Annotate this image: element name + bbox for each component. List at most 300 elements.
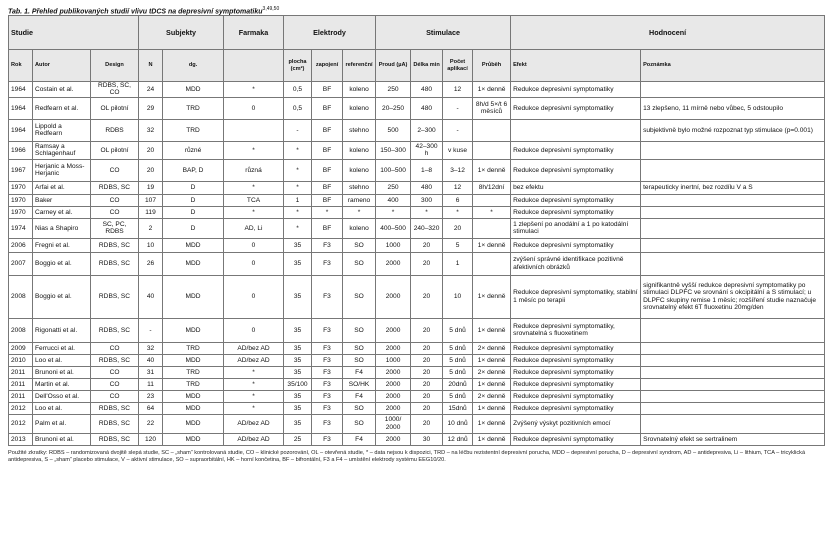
col-poznamka: Poznámka (641, 50, 825, 82)
table-row (9, 97, 825, 119)
cell-farmaka: * (224, 141, 284, 159)
col-zapojeni: zapojení (312, 50, 343, 82)
cell-autor: Redfearn et al. (33, 97, 91, 119)
cell-poznamka: terapeuticky inertní, bez rozdílu V a S (641, 181, 825, 194)
header-elektrody: Elektrody (284, 16, 376, 50)
cell-autor: Brunoni et al. (33, 366, 91, 378)
cell-referencni: rameno (343, 194, 376, 206)
cell-design: CO (91, 342, 139, 354)
cell-referencni: koleno (343, 218, 376, 238)
cell-design: OL pilotní (91, 141, 139, 159)
header-farmaka: Farmaka (224, 16, 284, 50)
table-row (9, 390, 825, 402)
cell-rok: 1970 (9, 206, 33, 218)
cell-farmaka: 0 (224, 275, 284, 318)
cell-rok: 2008 (9, 275, 33, 318)
cell-efekt: Redukce depresivní symptomatiky (511, 366, 641, 378)
col-efekt: Efekt (511, 50, 641, 82)
cell-poznamka (641, 252, 825, 275)
cell-prubeh: 2× denně (473, 390, 511, 402)
col-referencni: referenční (343, 50, 376, 82)
cell-design: RDBS, SC (91, 318, 139, 342)
col-n: N (139, 50, 163, 82)
cell-pocet: 15dnů (443, 402, 473, 414)
cell-prubeh: 1× denně (473, 82, 511, 98)
col-delka: Délka min (411, 50, 443, 82)
cell-proud: 1000 (376, 354, 411, 366)
cell-farmaka: AD/bez AD (224, 354, 284, 366)
cell-plocha: 35 (284, 414, 312, 433)
table-row (9, 82, 825, 98)
cell-delka: 20 (411, 275, 443, 318)
cell-zapojeni: F3 (312, 342, 343, 354)
cell-pocet: v kuse (443, 141, 473, 159)
cell-n: 32 (139, 342, 163, 354)
table-row (9, 275, 825, 318)
cell-farmaka (224, 119, 284, 141)
cell-zapojeni: BF (312, 141, 343, 159)
cell-delka: 20 (411, 342, 443, 354)
cell-efekt: zvýšení správné identifikace pozitivně afektivních obrázků (511, 252, 641, 275)
col-pocet: Počet aplikací (443, 50, 473, 82)
cell-design: RDBS (91, 119, 139, 141)
caption-label: Tab. 1. (8, 8, 30, 16)
cell-efekt: Redukce depresivní symptomatiky (511, 378, 641, 390)
cell-zapojeni: F3 (312, 366, 343, 378)
cell-prubeh (473, 218, 511, 238)
cell-pocet: 5 dnů (443, 354, 473, 366)
cell-delka: 300 (411, 194, 443, 206)
header-subjekty: Subjekty (139, 16, 224, 50)
cell-farmaka: 0 (224, 318, 284, 342)
cell-delka: 480 (411, 82, 443, 98)
cell-prubeh: 1× denně (473, 275, 511, 318)
document-page (8, 0, 824, 465)
cell-dg: BAP, D (163, 159, 224, 181)
cell-farmaka: různá (224, 159, 284, 181)
cell-design: CO (91, 194, 139, 206)
cell-plocha: * (284, 218, 312, 238)
cell-n: 29 (139, 97, 163, 119)
cell-efekt (511, 119, 641, 141)
cell-pocet: 5 dnů (443, 342, 473, 354)
cell-poznamka (641, 378, 825, 390)
cell-farmaka: 0 (224, 97, 284, 119)
table-row (9, 119, 825, 141)
cell-design: RDBS, SC (91, 181, 139, 194)
table-row (9, 433, 825, 445)
cell-referencni: F4 (343, 433, 376, 445)
cell-referencni: SO (343, 342, 376, 354)
cell-zapojeni: BF (312, 97, 343, 119)
cell-autor: Boggio et al. (33, 252, 91, 275)
cell-referencni: SO (343, 318, 376, 342)
cell-zapojeni: BF (312, 159, 343, 181)
cell-efekt: Redukce depresivní symptomatiky (511, 354, 641, 366)
cell-poznamka (641, 414, 825, 433)
cell-referencni: SO (343, 252, 376, 275)
cell-zapojeni: F3 (312, 238, 343, 252)
cell-delka: * (411, 206, 443, 218)
footnote: Použité zkratky: RDBS – randomizovaná dvojitě slepá studie, SC – „sham“ kontrolovaná studie, CO – klinické pozorování, OL – otevřená studie, * – data nejsou k dispozici, TRD – na léčbu rezistentní depresivní porucha, MDD – depresivní porucha, D – depresivní syndrom, AD – antidepresiva, Li – lithium, TCA – tricyklická antidepresiva, S – „sham“ placebo stimulace, V – aktivní stimulace, SO – supraorbitální, HK – horní končetina, BF – bifrontální, F3 a F4 – umístění elektrody systému EEG10/20. (8, 449, 806, 464)
cell-prubeh: 1× denně (473, 354, 511, 366)
cell-autor: Costain et al. (33, 82, 91, 98)
cell-poznamka: 13 zlepšeno, 11 mírně nebo vůbec, 5 odstoupilo (641, 97, 825, 119)
cell-prubeh: 2× denně (473, 366, 511, 378)
cell-zapojeni: F3 (312, 414, 343, 433)
cell-farmaka: 0 (224, 238, 284, 252)
cell-prubeh: 1× denně (473, 378, 511, 390)
cell-delka: 480 (411, 181, 443, 194)
cell-plocha: 0,5 (284, 97, 312, 119)
cell-rok: 2006 (9, 238, 33, 252)
cell-poznamka (641, 354, 825, 366)
header-studie: Studie (9, 16, 139, 50)
table-row (9, 354, 825, 366)
cell-dg: MDD (163, 414, 224, 433)
cell-referencni: stehno (343, 119, 376, 141)
cell-referencni: SO (343, 238, 376, 252)
cell-zapojeni: F3 (312, 354, 343, 366)
cell-farmaka: * (224, 82, 284, 98)
cell-delka: 42–300 h (411, 141, 443, 159)
col-farmaka (224, 50, 284, 82)
cell-autor: Herjanic a Moss-Herjanic (33, 159, 91, 181)
cell-design: RDBS, SC (91, 414, 139, 433)
cell-dg: TRD (163, 378, 224, 390)
cell-pocet: 10 dnů (443, 414, 473, 433)
table-row (9, 218, 825, 238)
table-body (9, 82, 825, 446)
cell-efekt: Redukce depresivní symptomatiky, srovnatelná s fluoxetinem (511, 318, 641, 342)
cell-plocha: 35 (284, 354, 312, 366)
cell-pocet: 5 dnů (443, 318, 473, 342)
cell-referencni: F4 (343, 390, 376, 402)
col-dg: dg. (163, 50, 224, 82)
table-row (9, 318, 825, 342)
cell-pocet: 20dnů (443, 378, 473, 390)
cell-rok: 1966 (9, 141, 33, 159)
cell-design: OL pilotní (91, 97, 139, 119)
cell-dg: TRD (163, 342, 224, 354)
cell-n: 23 (139, 390, 163, 402)
cell-zapojeni: BF (312, 181, 343, 194)
cell-poznamka (641, 206, 825, 218)
cell-n: 40 (139, 354, 163, 366)
cell-rok: 1964 (9, 119, 33, 141)
cell-rok: 2009 (9, 342, 33, 354)
header-stimulace: Stimulace (376, 16, 511, 50)
cell-efekt: Redukce depresivní symptomatiky, stabilní 1 měsíc po terapii (511, 275, 641, 318)
cell-zapojeni: F3 (312, 275, 343, 318)
cell-design: CO (91, 159, 139, 181)
cell-pocet: - (443, 119, 473, 141)
header-hodnoceni: Hodnocení (511, 16, 825, 50)
cell-pocet: 20 (443, 218, 473, 238)
cell-pocet: 6 (443, 194, 473, 206)
cell-farmaka: TCA (224, 194, 284, 206)
cell-prubeh (473, 194, 511, 206)
cell-design: CO (91, 390, 139, 402)
cell-zapojeni: F3 (312, 378, 343, 390)
table-row (9, 342, 825, 354)
cell-n: 107 (139, 194, 163, 206)
cell-plocha: * (284, 159, 312, 181)
col-proud: Proud (µA) (376, 50, 411, 82)
cell-pocet: 5 (443, 238, 473, 252)
cell-zapojeni: F3 (312, 318, 343, 342)
cell-poznamka: Srovnatelný efekt se sertralinem (641, 433, 825, 445)
cell-n: 19 (139, 181, 163, 194)
cell-design: CO (91, 378, 139, 390)
cell-rok: 2011 (9, 366, 33, 378)
cell-prubeh: 1× denně (473, 159, 511, 181)
cell-proud: 2000 (376, 378, 411, 390)
cell-prubeh: 2× denně (473, 342, 511, 354)
cell-dg: D (163, 218, 224, 238)
cell-poznamka (641, 342, 825, 354)
cell-design: RDBS, SC (91, 252, 139, 275)
cell-efekt: bez efektu (511, 181, 641, 194)
cell-referencni: SO (343, 354, 376, 366)
cell-delka: 20 (411, 238, 443, 252)
cell-proud: 1000/ 2000 (376, 414, 411, 433)
cell-delka: 20 (411, 414, 443, 433)
cell-proud: 2000 (376, 433, 411, 445)
cell-proud: 1000 (376, 238, 411, 252)
cell-plocha: 1 (284, 194, 312, 206)
cell-n: 120 (139, 433, 163, 445)
cell-poznamka: signifikantně vyšší redukce depresivní symptomatiky po stimulaci DLPFC ve srovnání s okcipitální a S stimulací; u DLPFC skupiny remise 1 měsíc; rozšíření studie naznačuje srovnatelný efekt 6T fluoxetinu 20mg/den (641, 275, 825, 318)
cell-design: RDBS, SC (91, 402, 139, 414)
cell-efekt: Redukce depresivní symptomatiky (511, 402, 641, 414)
cell-rok: 2012 (9, 402, 33, 414)
cell-delka: 2–300 (411, 119, 443, 141)
cell-rok: 2012 (9, 414, 33, 433)
caption-refs: 3,49,50 (262, 6, 280, 12)
cell-proud: 500 (376, 119, 411, 141)
table-row (9, 366, 825, 378)
cell-delka: 20 (411, 318, 443, 342)
cell-referencni: stehno (343, 181, 376, 194)
cell-proud: 250 (376, 82, 411, 98)
cell-delka: 20 (411, 402, 443, 414)
cell-rok: 2011 (9, 390, 33, 402)
cell-prubeh: 1× denně (473, 238, 511, 252)
cell-farmaka: * (224, 378, 284, 390)
sub-header-row (9, 50, 825, 82)
cell-efekt: Redukce depresivní symptomatiky (511, 159, 641, 181)
cell-efekt: Redukce depresivní symptomatiky (511, 194, 641, 206)
cell-n: - (139, 318, 163, 342)
cell-pocet: * (443, 206, 473, 218)
table-row (9, 141, 825, 159)
cell-efekt: Redukce depresivní symptomatiky (511, 390, 641, 402)
cell-proud: 250 (376, 181, 411, 194)
cell-referencni: koleno (343, 82, 376, 98)
cell-farmaka: * (224, 181, 284, 194)
cell-poznamka (641, 82, 825, 98)
cell-autor: Brunoni et al. (33, 433, 91, 445)
cell-dg: MDD (163, 252, 224, 275)
cell-referencni: SO (343, 402, 376, 414)
cell-plocha: 35 (284, 252, 312, 275)
cell-autor: Palm et al. (33, 414, 91, 433)
cell-autor: Arfai et al. (33, 181, 91, 194)
cell-zapojeni: F3 (312, 390, 343, 402)
cell-efekt: Redukce depresivní symptomatiky (511, 238, 641, 252)
cell-dg: MDD (163, 82, 224, 98)
table-row (9, 194, 825, 206)
cell-delka: 20 (411, 378, 443, 390)
cell-rok: 2007 (9, 252, 33, 275)
cell-plocha: * (284, 206, 312, 218)
cell-n: 22 (139, 414, 163, 433)
cell-referencni: koleno (343, 97, 376, 119)
cell-autor: Nias a Shapiro (33, 218, 91, 238)
cell-dg: TRD (163, 119, 224, 141)
cell-zapojeni: BF (312, 218, 343, 238)
cell-poznamka (641, 402, 825, 414)
cell-farmaka: AD/bez AD (224, 342, 284, 354)
cell-pocet: 12 (443, 82, 473, 98)
cell-autor: Lippold a Redfearn (33, 119, 91, 141)
cell-rok: 1970 (9, 181, 33, 194)
cell-rok: 2013 (9, 433, 33, 445)
cell-autor: Fregni et al. (33, 238, 91, 252)
cell-pocet: 12 dnů (443, 433, 473, 445)
cell-poznamka (641, 238, 825, 252)
cell-dg: MDD (163, 354, 224, 366)
cell-prubeh: * (473, 206, 511, 218)
cell-efekt: Zvýšený výskyt pozitivních emocí (511, 414, 641, 433)
cell-proud: 2000 (376, 275, 411, 318)
cell-n: 20 (139, 141, 163, 159)
cell-dg: MDD (163, 318, 224, 342)
cell-delka: 480 (411, 97, 443, 119)
cell-autor: Loo et al. (33, 402, 91, 414)
cell-proud: 100–500 (376, 159, 411, 181)
cell-zapojeni: F3 (312, 252, 343, 275)
cell-dg: MDD (163, 402, 224, 414)
cell-plocha: 35 (284, 318, 312, 342)
cell-plocha: 35 (284, 275, 312, 318)
cell-dg: D (163, 194, 224, 206)
cell-delka: 20 (411, 252, 443, 275)
col-autor: Autor (33, 50, 91, 82)
cell-prubeh (473, 119, 511, 141)
cell-prubeh: 1× denně (473, 402, 511, 414)
cell-proud: 150–300 (376, 141, 411, 159)
cell-rok: 1964 (9, 97, 33, 119)
cell-plocha: * (284, 181, 312, 194)
cell-poznamka (641, 366, 825, 378)
cell-poznamka (641, 194, 825, 206)
table-row (9, 402, 825, 414)
cell-autor: Boggio et al. (33, 275, 91, 318)
cell-zapojeni: F3 (312, 433, 343, 445)
cell-efekt: Redukce depresivní symptomatiky (511, 97, 641, 119)
cell-efekt: 1 zlepšení po anodální a 1 po katodální stimulaci (511, 218, 641, 238)
cell-dg: D (163, 181, 224, 194)
cell-prubeh: 8h/d 5×/t 6 měsíců (473, 97, 511, 119)
cell-plocha: 35 (284, 402, 312, 414)
cell-delka: 20 (411, 354, 443, 366)
cell-delka: 1–8 (411, 159, 443, 181)
cell-proud: 2000 (376, 366, 411, 378)
col-prubeh: Průběh (473, 50, 511, 82)
cell-farmaka: AD/bez AD (224, 433, 284, 445)
cell-n: 26 (139, 252, 163, 275)
cell-dg: MDD (163, 238, 224, 252)
cell-poznamka (641, 218, 825, 238)
cell-poznamka (641, 390, 825, 402)
cell-design: RDBS, SC (91, 433, 139, 445)
cell-rok: 2008 (9, 318, 33, 342)
cell-referencni: F4 (343, 366, 376, 378)
cell-referencni: koleno (343, 141, 376, 159)
cell-zapojeni: BF (312, 194, 343, 206)
cell-pocet: 10 (443, 275, 473, 318)
cell-autor: Ferrucci et al. (33, 342, 91, 354)
cell-dg: MDD (163, 275, 224, 318)
cell-referencni: * (343, 206, 376, 218)
cell-proud: 2000 (376, 252, 411, 275)
cell-plocha: - (284, 119, 312, 141)
table-caption (8, 0, 824, 15)
cell-delka: 20 (411, 366, 443, 378)
cell-n: 119 (139, 206, 163, 218)
cell-plocha: * (284, 141, 312, 159)
cell-autor: Carney et al. (33, 206, 91, 218)
cell-autor: Martin et al. (33, 378, 91, 390)
cell-prubeh (473, 141, 511, 159)
cell-zapojeni: BF (312, 119, 343, 141)
cell-dg: TRD (163, 366, 224, 378)
cell-autor: Ramsay a Schlagenhauf (33, 141, 91, 159)
cell-plocha: 35 (284, 390, 312, 402)
cell-proud: 2000 (376, 342, 411, 354)
cell-plocha: 35/100 (284, 378, 312, 390)
cell-delka: 20 (411, 390, 443, 402)
cell-plocha: 0,5 (284, 82, 312, 98)
cell-autor: Baker (33, 194, 91, 206)
cell-delka: 240–320 (411, 218, 443, 238)
cell-efekt: Redukce depresivní symptomatiky (511, 141, 641, 159)
cell-proud: * (376, 206, 411, 218)
cell-design: RDBS, SC (91, 275, 139, 318)
cell-plocha: 25 (284, 433, 312, 445)
cell-dg: MDD (163, 433, 224, 445)
cell-prubeh (473, 252, 511, 275)
cell-pocet: - (443, 97, 473, 119)
col-design: Design (91, 50, 139, 82)
cell-zapojeni: * (312, 206, 343, 218)
cell-poznamka (641, 159, 825, 181)
cell-n: 40 (139, 275, 163, 318)
cell-proud: 400 (376, 194, 411, 206)
cell-dg: TRD (163, 97, 224, 119)
cell-dg: různé (163, 141, 224, 159)
table-row (9, 159, 825, 181)
cell-plocha: 35 (284, 238, 312, 252)
cell-referencni: SO (343, 414, 376, 433)
cell-n: 64 (139, 402, 163, 414)
cell-rok: 2011 (9, 378, 33, 390)
cell-n: 24 (139, 82, 163, 98)
cell-farmaka: 0 (224, 252, 284, 275)
cell-proud: 400–500 (376, 218, 411, 238)
